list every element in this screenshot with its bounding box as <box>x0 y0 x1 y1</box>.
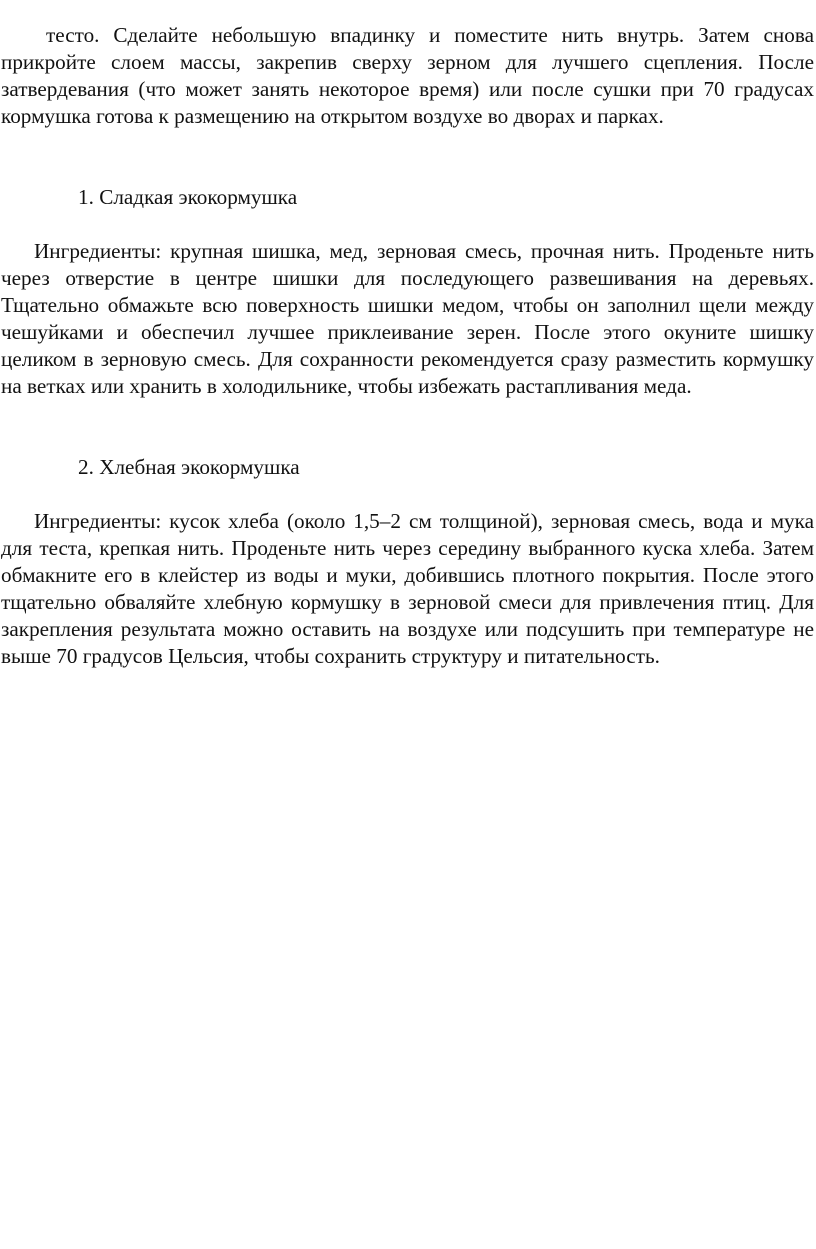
section-heading-sweet-feeder: 1. Сладкая экокормушка <box>78 185 298 209</box>
section-text-sweet-feeder: Ингредиенты: крупная шишка, мед, зерновая смесь, прочная нить. Проденьте нить через отверстие в центре шишки для последующего развешивания на деревьях. Тщательно обмажьте всю поверхность шишки медом, чтобы он заполнил щели между чешуйками и обеспечил лучшее приклеивание зерен. После этого окуните шишку целиком в зерновую смесь. Для сохранности рекомендуется сразу разместить кормушку на ветках или хранить в холодильнике, чтобы избежать растапливания меда. <box>1 239 814 398</box>
section-heading-bread-feeder: 2. Хлебная экокормушка <box>78 455 300 479</box>
paragraph-continuation: тесто. Сделайте небольшую впадинку и поместите нить внутрь. Затем снова прикройте слоем массы, закрепив сверху зерном для лучшего сцепления. После затвердевания (что может занять некоторое время) или после сушки при 70 градусах кормушка готова к размещению на открытом воздухе во дворах и парках. <box>1 23 814 128</box>
section-text-bread-feeder: Ингредиенты: кусок хлеба (около 1,5–2 см толщиной), зерновая смесь, вода и мука для теста, крепкая нить. Проденьте нить через середину выбранного куска хлеба. Затем обмакните его в клейстер из воды и муки, добившись плотного покрытия. После этого тщательно обваляйте хлебную кормушку в зерновой смеси для привлечения птиц. Для закрепления результата можно оставить на воздухе или подсушить при температуре не выше 70 градусов Цельсия, чтобы сохранить структуру и питательность. <box>1 509 814 668</box>
